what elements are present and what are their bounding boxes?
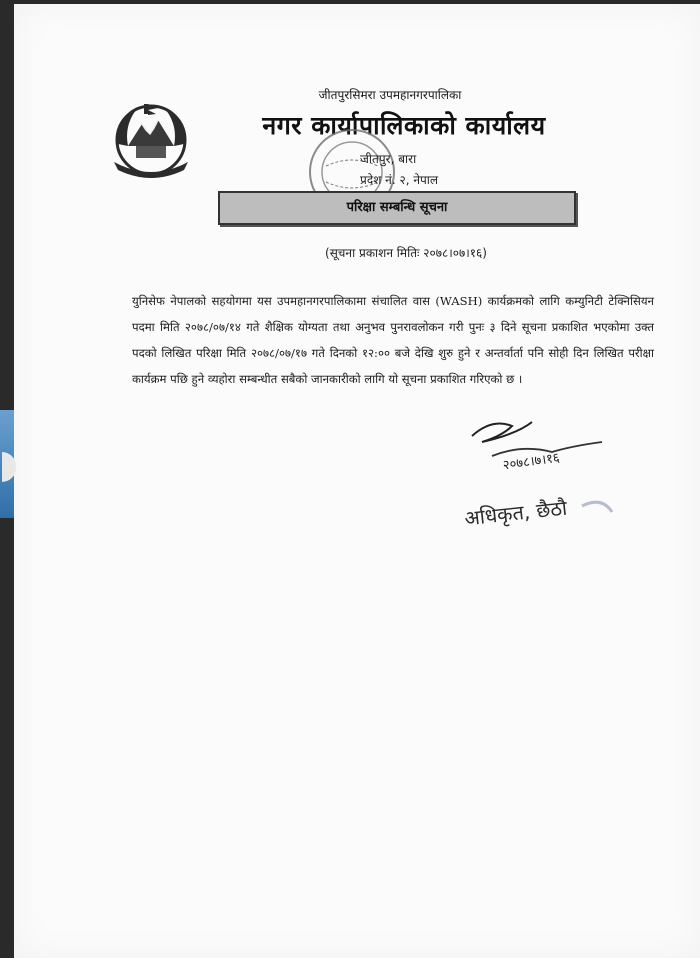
office-title: नगर कार्यापालिकाको कार्यालय: [262, 111, 546, 140]
notice-title: परिक्षा सम्बन्धि सूचना: [346, 200, 448, 215]
signatory-title: अधिकृत, छैठौ: [463, 495, 569, 531]
notice-body: युनिसेफ नेपालको सहयोगमा यस उपमहानगरपालिकामा संचालित वास (WASH) कार्यक्रमको लागि कम्युनिटी टेक्निसियन पदमा मिति २०७८/०७/१४ गते शैक्षिक योग्यता तथा अनुभव पुनरावलोकन गरी पुनः ३ दिने सूचना प्रकाशित भएकोमा उक्त पदको लिखित परिक्षा मिति २०७८/०७/१७ गते दिनको १२:०० बजे देखि शुरु हुने र अन्तर्वार्ता पनि सोही दिन लिखित परीक्षा कार्यक्रम पछि हुने व्यहोरा सम्बन्धीत सबैको जानकारीको लागि यो सूचना प्रकाशित गरिएको छ ।: [132, 294, 654, 386]
nepal-emblem-icon: [106, 100, 196, 182]
binder-edge: [0, 410, 14, 518]
notice-title-banner: [218, 191, 576, 225]
handwritten-date: २०७८।७।१६: [501, 450, 561, 474]
municipality-name: जीतपुरसिमरा उपमहानगरपालिका: [318, 88, 462, 102]
publication-date: (सूचना प्रकाशन मितिः २०७८।०७।१६): [325, 246, 487, 260]
address-line-1: जीतपुर, बारा: [360, 152, 417, 166]
document-page: [14, 4, 700, 958]
address-line-2: प्रदेश नं. २, नेपाल: [360, 173, 439, 187]
